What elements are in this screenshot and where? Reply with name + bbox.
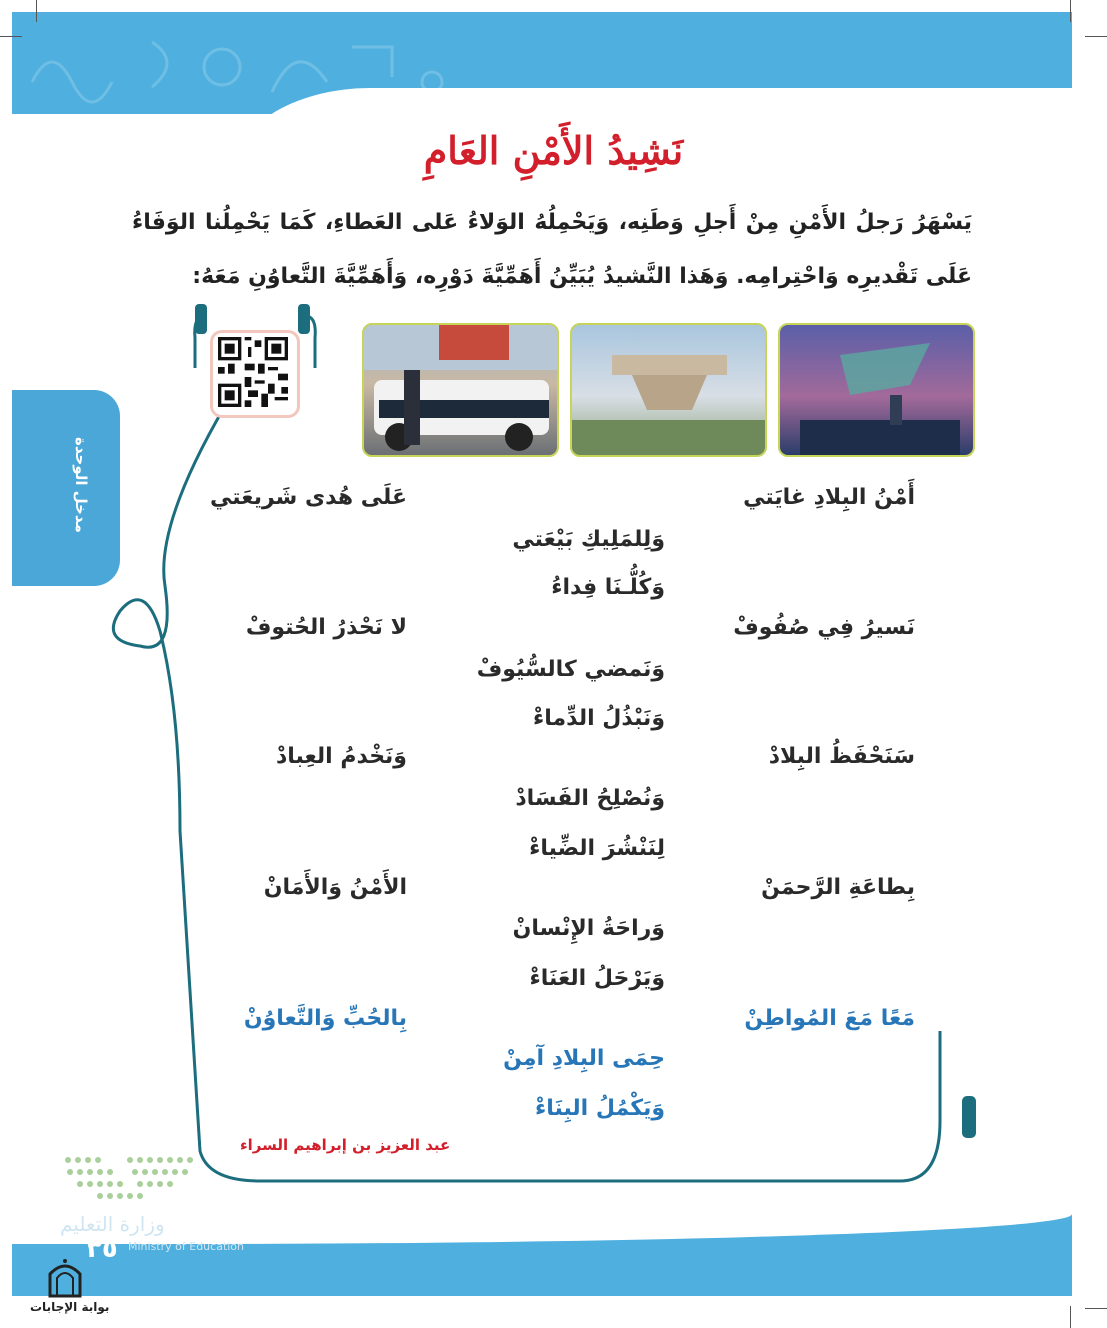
intro-paragraph: يَسْهَرُ رَجلُ الأَمْنِ مِنْ أَجلِ وَطَنِه، وَيَحْمِلُهُ الوَلاءُ عَلى العَطاءِ، كَمَا يَحْمِلُنا الوَفَاءُ عَلَى تَقْديرِه وَاحْتِرامِه. وَهَذا النَّشيدُ يُبَيِّنُ أَهَمِّيَّةَ دَوْرِه، وَأَهَمِّيَّةَ التَّعاوُنِ مَعَهُ: (132, 210, 972, 289)
verse-5-mid-1: حِمَى البِلادِ آمِنْ (503, 1046, 665, 1071)
verse-5-mid-2: وَيَكْمُلُ البِنَاءْ (534, 1096, 665, 1121)
verse-5-left: بِالحُبِّ وَالتَّعاوُنْ (243, 1006, 407, 1031)
poem-author: عبد العزيز بن إبراهيم السراء (240, 1136, 451, 1154)
crop-mark (0, 36, 22, 37)
verse-4-mid-2: وَيَرْحَلُ العَنَاءْ (529, 966, 665, 991)
verse-4-left: الأَمْنُ وَالأَمَانْ (263, 875, 407, 900)
crop-mark (36, 0, 37, 22)
verse-2-left: لا نَحْذرُ الحُتوفْ (245, 615, 407, 640)
page-title: نَشِيدُ الأَمْنِ العَامِ (423, 128, 684, 173)
verse-1-mid-1: وَلِلمَلِيكِ بَيْعَتي (512, 527, 665, 552)
verse-2-right: نَسيرُ فِي صُفُوفْ (733, 615, 915, 640)
verse-2-mid-2: وَنَبْذُلُ الدِّماءْ (532, 706, 665, 731)
page-number: ٣٥ (86, 1234, 118, 1264)
verse-4-right: بِطاعَةِ الرَّحمَنْ (761, 875, 915, 900)
qr-code-icon[interactable] (217, 337, 289, 407)
verse-5-right: مَعًا مَعَ المُواطِنْ (744, 1006, 915, 1031)
verse-4-mid-1: وَراحَةُ الإِنْسانْ (512, 916, 665, 941)
verse-1-left: عَلَى هُدى شَريعَتي (210, 485, 407, 510)
crop-mark (1085, 1308, 1107, 1309)
verse-3-mid-1: وَنُصْلِحُ الفَسَادْ (515, 786, 665, 811)
verse-3-right: سَنَحْفَظُ البِلادْ (768, 744, 915, 769)
verse-3-left: وَنَخْدمُ العِبادْ (275, 744, 407, 769)
answers-portal-icon (44, 1256, 86, 1298)
verse-3-mid-2: لِنَنْشُرَ الضِّياءْ (529, 836, 665, 861)
ministry-name-en: Ministry of Education (128, 1240, 245, 1253)
verse-1-mid-2: وَكُلُّـنَا فِداءُ (551, 575, 665, 600)
verse-1-right: أَمْنُ البِلادِ غايَتي (743, 485, 915, 510)
ministry-name: وزارة التعليم (60, 1212, 165, 1236)
verse-2-mid-1: وَنَمضي كالسُّيُوفْ (476, 657, 665, 682)
side-tab-label: مدخل الوحدة (72, 437, 90, 533)
crop-mark (1070, 1306, 1071, 1328)
crop-mark (1070, 0, 1071, 22)
crop-mark (1085, 36, 1107, 37)
ministry-logo-icon (60, 1152, 200, 1212)
watermark-label: بوابة الإجابات (30, 1300, 110, 1314)
